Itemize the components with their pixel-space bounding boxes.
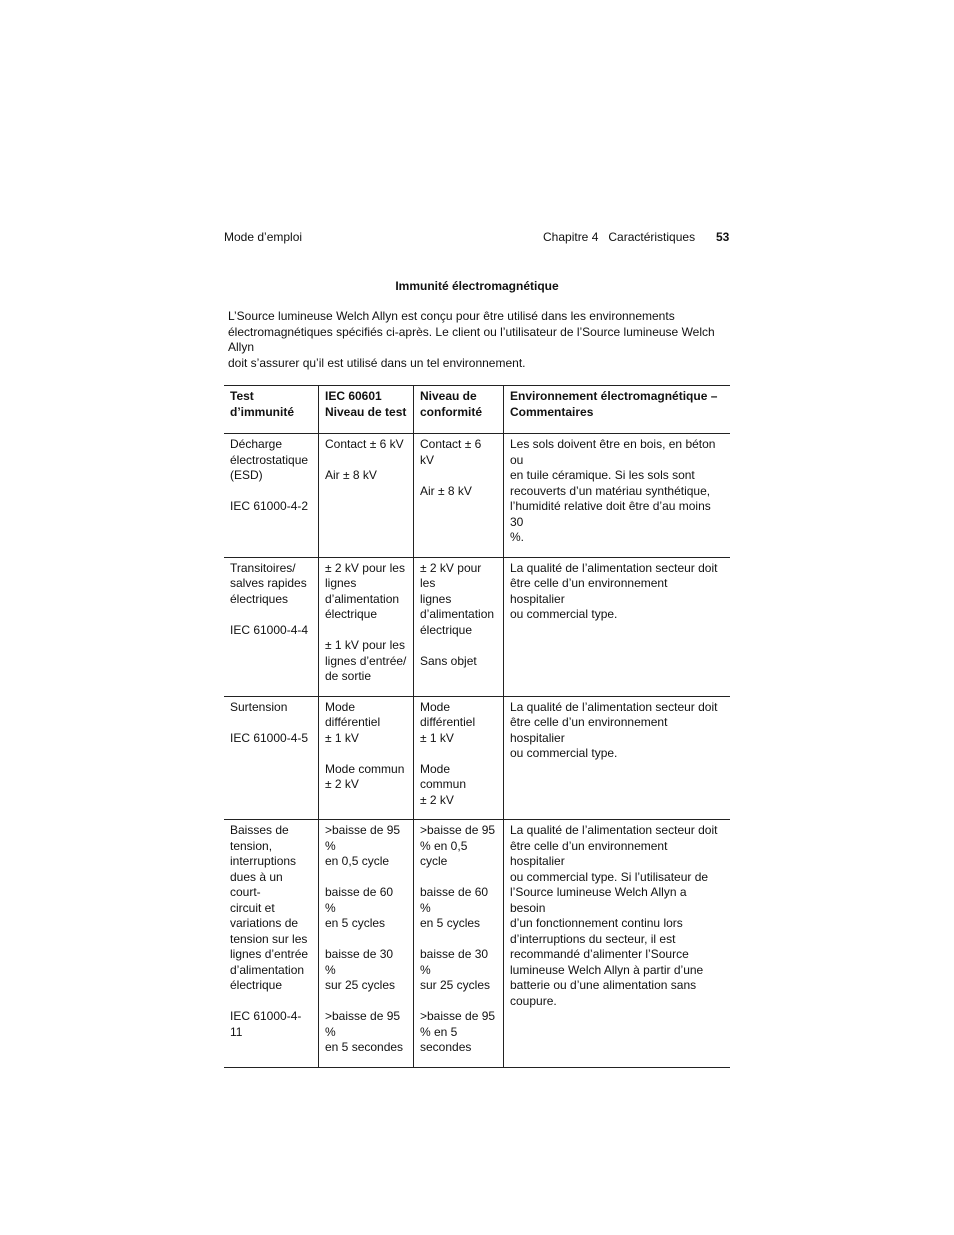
cell-line: >baisse de 95 % [325,823,401,853]
running-header-title: Mode d’emploi [224,230,303,244]
cell-line: Les sols doivent être en bois, en béton ou [510,437,716,467]
cell-line: La qualité de l’alimentation secteur doit [510,699,718,714]
cell-line: Contact ± 6 kV [420,437,482,467]
cell-line: sur 25 cycles [325,978,396,992]
cell-test [224,557,319,696]
cell-line: Surtension [230,699,288,714]
cell-line: en 0,5 cycle [325,854,390,868]
cell-line: différentiel [325,715,381,729]
cell-spacer [230,607,312,623]
cell-iec-level [319,696,414,820]
cell-line: ± 1 kV [325,730,359,745]
cell-environment [504,434,731,558]
cell-spacer [230,715,312,731]
intro-line: électromagnétiques spécifiés ci-après. Le client ou l’utilisateur de l’Source lumineuse Welch Allyn [228,324,715,354]
cell-spacer [325,932,407,948]
cell-line: d’alimentation [420,607,495,621]
cell-line: ± 2 kV pour les [420,560,482,590]
intro-paragraph [228,309,728,371]
cell-line: baisse de 60 % [325,885,394,915]
cell-line: Mode commun [420,761,467,791]
section-title: Immunité électromagnétique [395,279,559,293]
cell-spacer [420,994,497,1010]
cell-line: variations de [230,916,299,930]
cell-line: Air ± 8 kV [325,468,377,482]
cell-line: lignes [420,591,452,606]
cell-line: IEC 61000-4-11 [230,1009,302,1039]
cell-line: baisse de 30 % [420,947,489,977]
header-cell-test [224,386,319,434]
cell-environment [504,696,731,820]
cell-line: lignes [325,576,357,590]
table-row [224,434,730,558]
cell-line: lumineuse Welch Allyn à partir d’une [510,962,704,977]
page-number: 53 [716,230,730,244]
cell-line: l’Source lumineuse Welch Allyn a besoin [510,885,687,915]
cell-spacer [420,468,497,484]
cell-spacer [325,746,407,762]
cell-line: baisse de 60 % [420,885,489,915]
cell-line: en 5 secondes [325,1040,404,1054]
cell-iec-level [319,820,414,1068]
cell-line: salves rapides [230,576,307,590]
cell-line: >baisse de 95 [420,1009,496,1023]
running-header-chapter: Chapitre 4 Caractéristiques [543,230,696,244]
cell-line: Commentaires [510,404,594,419]
cell-line: ± 1 kV pour les [325,638,405,652]
cell-line: Baisses de [230,823,289,837]
cell-spacer [420,746,497,762]
cell-line: ± 1 kV [420,730,454,745]
cell-line: %. [510,530,525,544]
cell-spacer [325,994,407,1010]
cell-line: sur 25 cycles [420,978,491,992]
cell-line: Mode [420,699,451,714]
cell-line: >baisse de 95 % [325,1009,401,1039]
cell-line: différentiel [420,715,476,729]
cell-line: ou commercial type. Si l’utilisateur de [510,869,709,884]
cell-line: Sans objet [420,653,477,668]
cell-line: La qualité de l’alimentation secteur doit [510,560,718,575]
cell-line: lignes d’entrée [230,947,309,961]
cell-line: Test [230,389,254,403]
cell-spacer [420,870,497,886]
cell-line: Niveau de [420,389,477,403]
cell-spacer [325,870,407,886]
cell-line: (ESD) [230,468,263,482]
cell-line: électriques [230,591,289,606]
cell-line: recommandé d’alimenter l’Source [510,947,689,961]
cell-line: lignes d’entrée/ [325,653,407,668]
cell-line: l’humidité relative doit être d’au moins 30 [510,499,711,529]
table-header-row [224,386,730,434]
cell-line: >baisse de 95 [420,823,496,837]
cell-line: % en 0,5 cycle [420,838,468,868]
cell-spacer [325,623,407,639]
cell-line: être celle d’un environnement hospitalier [510,576,668,606]
cell-line: ou commercial type. [510,607,618,621]
cell-line: tension, [230,838,273,853]
cell-spacer [420,932,497,948]
cell-iec-level [319,434,414,558]
cell-line: en 5 cycles [325,916,386,930]
cell-compliance [414,557,504,696]
cell-spacer [230,484,312,500]
header-cell-iec-level [319,386,414,434]
cell-line: baisse de 30 % [325,947,394,977]
cell-test [224,696,319,820]
cell-test [224,434,319,558]
cell-test [224,820,319,1068]
cell-line: ± 2 kV [325,777,359,791]
cell-line: d’alimentation [230,962,305,977]
cell-compliance [414,820,504,1068]
cell-line: La qualité de l’alimentation secteur doit [510,823,718,837]
cell-spacer [325,453,407,469]
cell-line: être celle d’un environnement hospitalier [510,715,668,745]
cell-environment [504,557,731,696]
cell-compliance [414,696,504,820]
cell-line: électrique [230,978,283,992]
cell-line: circuit et [230,900,275,915]
intro-line: L’Source lumineuse Welch Allyn est conçu pour être utilisé dans les environnements [228,309,675,323]
cell-spacer [420,638,497,654]
cell-environment [504,820,731,1068]
cell-line: Décharge [230,437,283,451]
immunity-table [224,385,730,1068]
cell-line: interruptions [230,854,297,868]
cell-line: Environnement électromagnétique – [510,389,718,403]
cell-line: IEC 61000-4-5 [230,730,309,745]
cell-line: batterie ou d’une alimentation sans [510,978,697,992]
cell-line: Mode [325,699,356,714]
cell-line: Transitoires/ [230,560,296,575]
cell-line: d’interruptions du secteur, il est [510,931,676,946]
table-body [224,434,730,1068]
cell-line: de sortie [325,669,372,683]
cell-spacer [230,994,312,1010]
cell-line: IEC 61000-4-4 [230,622,309,637]
table-row [224,820,730,1068]
cell-line: secondes [420,1040,472,1054]
cell-line: électrique [420,622,473,637]
cell-line: d’alimentation [325,591,400,606]
cell-line: ou commercial type. [510,746,618,760]
cell-line: électrique [325,607,378,621]
cell-line: d’immunité [230,404,295,419]
cell-line: être celle d’un environnement hospitalier [510,838,668,868]
table-row [224,696,730,820]
cell-line: Air ± 8 kV [420,483,472,498]
cell-compliance [414,434,504,558]
cell-line: ± 2 kV [420,792,454,807]
cell-line: Mode commun [325,761,405,776]
cell-line: électrostatique [230,452,309,467]
cell-line: en 5 cycles [420,916,481,930]
cell-line: dues à un court- [230,869,283,899]
cell-line: % en 5 [420,1024,458,1039]
cell-line: Niveau de test [325,404,407,419]
cell-line: tension sur les [230,931,308,946]
cell-line: Contact ± 6 kV [325,437,404,451]
cell-line: en tuile céramique. Si les sols sont [510,468,695,482]
header-cell-compliance [414,386,504,434]
header-cell-environment [504,386,731,434]
cell-line: IEC 61000-4-2 [230,499,309,513]
cell-line: d’un fonctionnement continu lors [510,916,683,930]
intro-line: doit s’assurer qu’il est utilisé dans un tel environnement. [228,355,526,370]
cell-line: coupure. [510,993,557,1008]
cell-line: IEC 60601 [325,389,382,403]
cell-iec-level [319,557,414,696]
cell-line: recouverts d’un matériau synthétique, [510,483,711,498]
cell-line: conformité [420,404,483,419]
table-row [224,557,730,696]
cell-line: ± 2 kV pour les [325,560,405,575]
